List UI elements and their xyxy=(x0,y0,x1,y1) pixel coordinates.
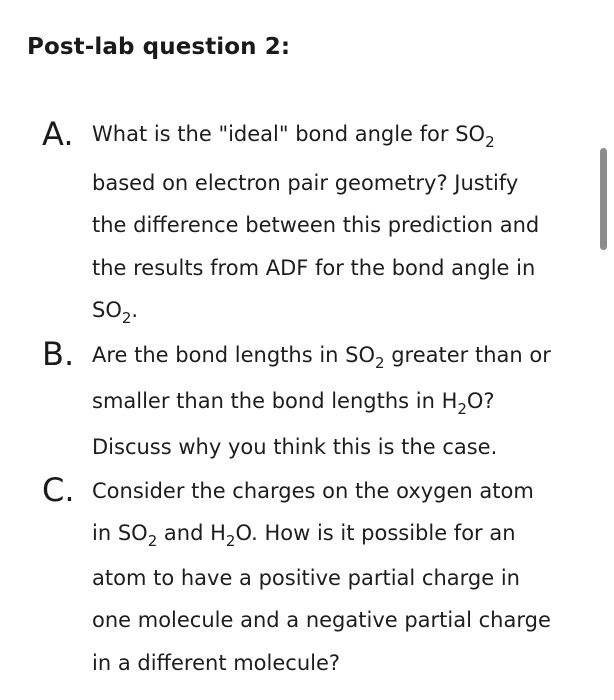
question-line: Are the bond lengths in $SO_2$ greater than or xyxy=(92,343,551,372)
question-line: smaller than the bond lengths in $H_2O$? xyxy=(92,389,495,418)
question-line: the difference between this prediction and xyxy=(92,213,540,237)
question-line: the results from ADF for the bond angle in xyxy=(92,256,536,280)
question-letter: B. xyxy=(42,335,75,373)
question-line: $SO_2$. xyxy=(92,298,139,327)
question-letter: A. xyxy=(42,115,74,153)
page-title: Post-lab question 2: xyxy=(27,34,291,60)
question-letter: C. xyxy=(42,471,75,509)
question-line: based on electron pair geometry? Justify xyxy=(92,171,519,195)
vertical-scrollbar[interactable] xyxy=(600,148,607,250)
question-line: atom to have a positive partial charge in xyxy=(92,566,520,590)
question-line: in $SO_2$ and $H_2O$. How is it possible for an xyxy=(92,521,516,550)
question-line: in a different molecule? xyxy=(92,651,341,675)
question-line: Consider the charges on the oxygen atom xyxy=(92,479,534,503)
question-line: one molecule and a negative partial charge xyxy=(92,608,551,632)
question-line: Discuss why you think this is the case. xyxy=(92,435,498,459)
question-line: What is the "ideal" bond angle for $SO_2$ xyxy=(92,122,495,151)
